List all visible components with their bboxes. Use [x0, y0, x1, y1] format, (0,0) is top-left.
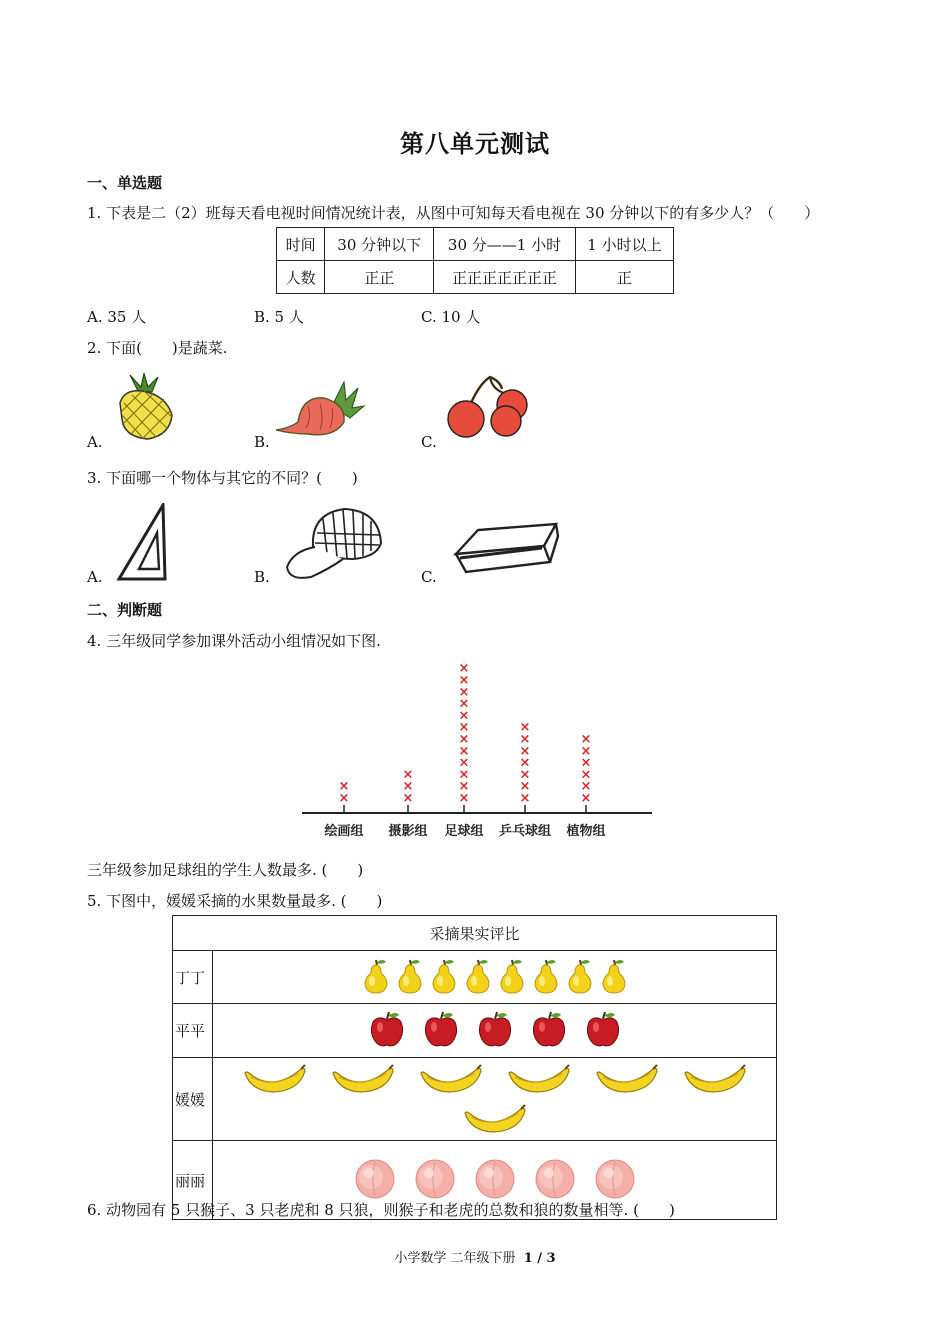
table-header-cell: 30 分——1 小时 [434, 228, 576, 261]
banana-icon [595, 1059, 659, 1099]
option-a[interactable]: A. [87, 568, 103, 586]
peach-icon [533, 1156, 577, 1204]
eraser-icon [452, 518, 560, 576]
chart-mark-3: × [519, 720, 531, 736]
peach-icon [593, 1156, 637, 1204]
fruit-cell [213, 951, 777, 1004]
chart-mark-2: × [458, 743, 470, 759]
apple-icon [584, 1010, 622, 1052]
page-number: 1 / 3 [523, 1251, 556, 1266]
fruit-table-title: 采摘果实评比 [173, 916, 777, 951]
activity-group-chart [300, 652, 654, 844]
table-row [173, 951, 777, 1004]
option-b[interactable]: B. [254, 433, 270, 451]
table-header-cell: 时间 [277, 228, 325, 261]
pear-icon [565, 956, 595, 998]
option-c[interactable]: C. [421, 568, 437, 586]
section-heading-true-false: 二、判断题 [87, 601, 163, 619]
option-a[interactable]: A. 35 人 [87, 308, 147, 326]
fruit-cell [213, 1058, 777, 1141]
chart-mark-2: × [458, 673, 470, 688]
footer-text: 小学数学 二年级下册 [394, 1251, 516, 1266]
table-cell: 正 [575, 261, 673, 294]
option-b[interactable]: B. 5 人 [254, 308, 304, 326]
banana-icon [243, 1059, 307, 1099]
pear-icon [361, 956, 391, 998]
pear-icon [395, 956, 425, 998]
page-title: 第八单元测试 [400, 130, 550, 158]
banana-icon [683, 1059, 747, 1099]
radish-icon [272, 378, 367, 440]
row-name: 平平 [173, 1004, 213, 1058]
chart-mark-2: × [458, 767, 470, 783]
chart-mark-4: × [580, 791, 592, 806]
chart-mark-1: × [402, 767, 414, 783]
question-3-text: 3. 下面哪一个物体与其它的不同？( ) [87, 469, 358, 487]
table-header-cell: 30 分钟以下 [325, 228, 434, 261]
chart-mark-2: × [458, 661, 470, 677]
chart-mark-3: × [519, 791, 531, 806]
option-c[interactable]: C. 10 人 [421, 308, 481, 326]
table-cell: 正正正正正正正 [434, 261, 576, 294]
table-cell: 正正 [325, 261, 434, 294]
pear-icon [599, 956, 629, 998]
row-name: 丁丁 [173, 951, 213, 1004]
chart-category-label: 绘画组 [324, 824, 364, 839]
cherries-icon [440, 375, 532, 439]
chart-mark-3: × [519, 755, 531, 771]
option-c[interactable]: C. [421, 433, 437, 451]
pear-icon [463, 956, 493, 998]
pear-icon [531, 956, 561, 998]
pineapple-icon [110, 373, 180, 443]
section-heading-single-choice: 一、单选题 [87, 174, 163, 192]
apple-icon [476, 1010, 514, 1052]
chart-mark-2: × [458, 791, 470, 806]
question-4-text: 4. 三年级同学参加课外活动小组情况如下图. [87, 632, 381, 650]
chart-mark-2: × [458, 684, 470, 700]
chart-mark-4: × [580, 779, 592, 795]
banana-icon [419, 1059, 483, 1099]
pear-icon [429, 956, 459, 998]
fruit-picking-table [172, 915, 777, 1220]
table-row [173, 1004, 777, 1058]
chart-mark-3: × [519, 779, 531, 795]
apple-icon [530, 1010, 568, 1052]
chart-mark-3: × [519, 732, 531, 747]
cap-icon [283, 505, 385, 583]
chart-category-label: 植物组 [566, 824, 606, 839]
chart-mark-2: × [458, 779, 470, 795]
banana-icon [331, 1059, 395, 1099]
chart-mark-1: × [402, 791, 414, 806]
option-a[interactable]: A. [87, 433, 103, 451]
apple-icon [422, 1010, 460, 1052]
page-footer [0, 1247, 950, 1266]
row-name: 媛媛 [173, 1058, 213, 1141]
chart-category-label: 摄影组 [388, 824, 428, 839]
table-row [173, 1058, 777, 1141]
chart-mark-2: × [458, 732, 470, 747]
banana-icon [463, 1099, 527, 1139]
question-1-text: 1. 下表是二（2）班每天看电视时间情况统计表，从图中可知每天看电视在 30 分钟以下的有多少人？（ ） [87, 204, 820, 222]
question-2-text: 2. 下面( )是蔬菜. [87, 339, 228, 357]
chart-mark-4: × [580, 732, 592, 747]
apple-icon [368, 1010, 406, 1052]
question-5-text: 5. 下图中，媛媛采摘的水果数量最多. ( ) [87, 892, 383, 910]
fruit-cell [213, 1004, 777, 1058]
peach-icon [413, 1156, 457, 1204]
chart-mark-3: × [519, 743, 531, 759]
pear-icon [497, 956, 527, 998]
chart-category-label: 乒乓球组 [498, 824, 552, 839]
peach-icon [473, 1156, 517, 1204]
chart-mark-4: × [580, 767, 592, 783]
chart-mark-2: × [458, 708, 470, 724]
chart-mark-4: × [580, 743, 592, 759]
table-header-cell: 1 小时以上 [575, 228, 673, 261]
chart-mark-2: × [458, 720, 470, 736]
tv-time-table [276, 227, 674, 294]
table-cell: 人数 [277, 261, 325, 294]
chart-mark-3: × [519, 767, 531, 783]
chart-mark-0: × [338, 791, 350, 806]
chart-mark-2: × [458, 696, 470, 712]
chart-category-label: 足球组 [444, 824, 484, 839]
question-6-text: 6. 动物园有 5 只猴子、3 只老虎和 8 只狼，则猴子和老虎的总数和狼的数量相等. ( ) [87, 1201, 675, 1219]
chart-mark-2: × [458, 755, 470, 771]
peach-icon [353, 1156, 397, 1204]
chart-mark-1: × [402, 779, 414, 795]
chart-mark-0: × [338, 779, 350, 795]
row-name: 丽丽 [173, 1141, 213, 1220]
question-4-statement: 三年级参加足球组的学生人数最多. ( ) [87, 861, 364, 879]
banana-icon [507, 1059, 571, 1099]
option-b[interactable]: B. [254, 568, 270, 586]
chart-mark-4: × [580, 755, 592, 771]
triangle-ruler-icon [113, 503, 169, 583]
